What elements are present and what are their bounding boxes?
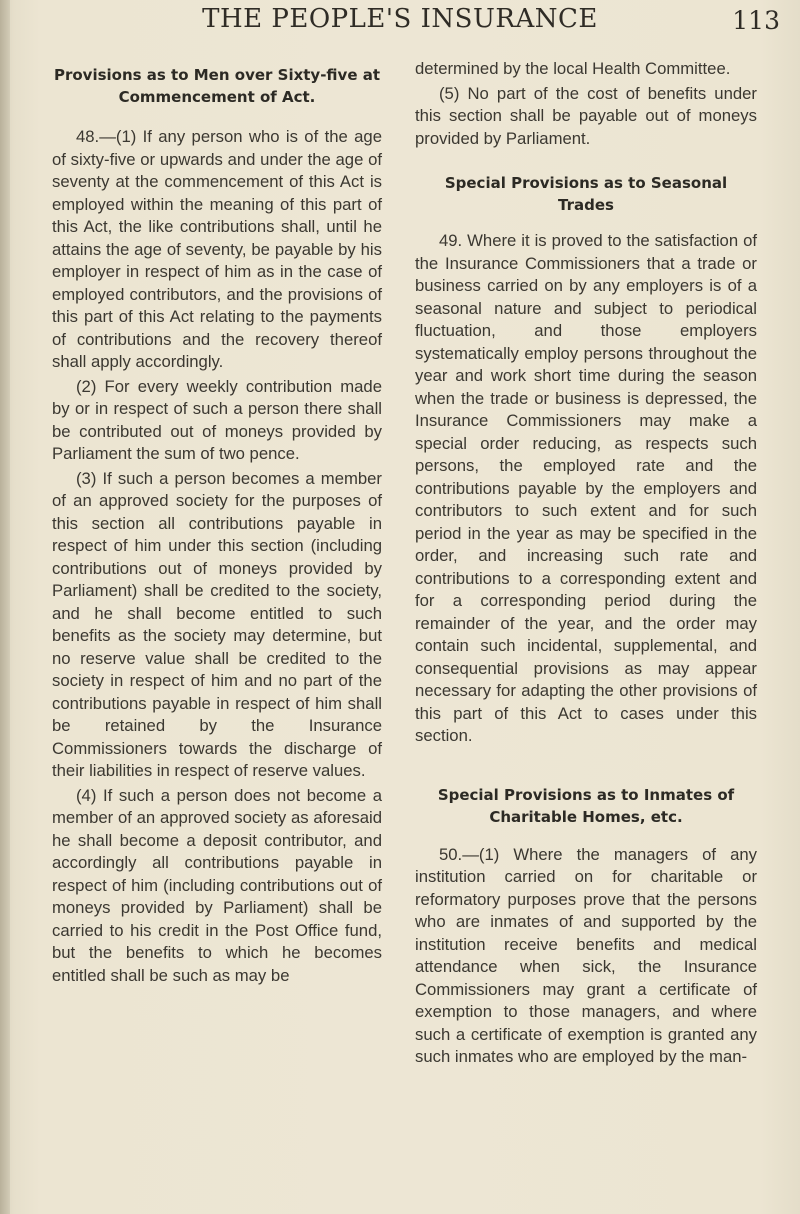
paragraph-48-5: (5) No part of the cost of benefits under this section shall be payable out of moneys provided by Parliament. (415, 83, 757, 148)
page-number: 113 (732, 6, 780, 35)
running-head: THE PEOPLE'S INSURANCE (202, 4, 598, 34)
paragraph-48-2: (2) For every weekly contribution made by or in respect of such a person there shall be contributed out of moneys provided by Parliament the sum of two pence. (52, 376, 382, 463)
paragraph-50-1: 50.—(1) Where the managers of any institution carried on for charitable or reformatory purposes prove that the persons who are inmates of and supported by the institution receive benefits and medical attendance when sick, the Insurance Commissioners may grant a certificate of exemption to those managers, and where such a certificate of exemption is granted any such inmates who are employed by the man- (415, 844, 757, 1066)
page-spine-shadow (0, 0, 10, 1214)
section-heading-men-over-sixty-five: Provisions as to Men over Sixty-five at Commencement of Act. (53, 66, 381, 106)
paragraph-48-1: 48.—(1) If any person who is of the age of sixty-five or upwards and under the age of seventy at the commencement of this Act is employed within the meaning of this part of this Act, the like contributions shall, until he attains the age of seventy, be payable by his employer in respect of him as in the case of employed contributors, and the provisions of this part of this Act relating to the payments of contributions and the recovery thereof shall apply accordingly. (52, 127, 382, 371)
paragraph-48-3: (3) If such a person becomes a member of an approved society for the purposes of this section all contributions payable in respect of him under this section (including contributions out of moneys provided by Parliament) shall be credited to the society, and he shall become entitled to such benefits as the society may determine, but no reserve value shall be credited to the society in respect of him and no part of the contributions payable in respect of him shall be retained by the Insurance Commissioners towards the discharge of their liabilities in respect of reserve values. (52, 468, 382, 780)
paragraph-48-4: (4) If such a person does not become a member of an approved society as aforesaid he shall become a deposit contributor, and accordingly all contributions payable in respect of him (including contributions out of moneys provided by Parliament) shall be carried to his credit in the Post Office fund, but the benefits to which he becomes entitled shall be such as may be (52, 785, 382, 985)
section-heading-seasonal-trades: Special Provisions as to Seasonal Trades (444, 174, 728, 214)
right-column (415, 58, 757, 1071)
paragraph-48-4-continued: determined by the local Health Committee. (415, 59, 731, 78)
paragraph-49: 49. Where it is proved to the satisfaction of the Insurance Commissioners that a trade or business carried on by any employers is of a seasonal nature and subject to periodical fluctuation, and those employers systematically employ persons throughout the year and work short time during the season when the trade or business is depressed, the Insurance Commissioners may make a special order reducing, as respects such persons, the employed rate and the contributions payable by the employers and contributors to such extent and for such period in the year as may be specified in the order, and increasing such rate and contributions to a corresponding extent and for a corresponding period during the remainder of the year, and the order may contain such incidental, supplemental, and consequential provisions as may appear necessary for adapting the other provisions of this part of this Act to cases under this section. (415, 231, 757, 745)
page-header (0, 4, 800, 44)
left-column (52, 58, 382, 989)
section-heading-charitable-homes: Special Provisions as to Inmates of Charitable Homes, etc. (437, 785, 735, 826)
